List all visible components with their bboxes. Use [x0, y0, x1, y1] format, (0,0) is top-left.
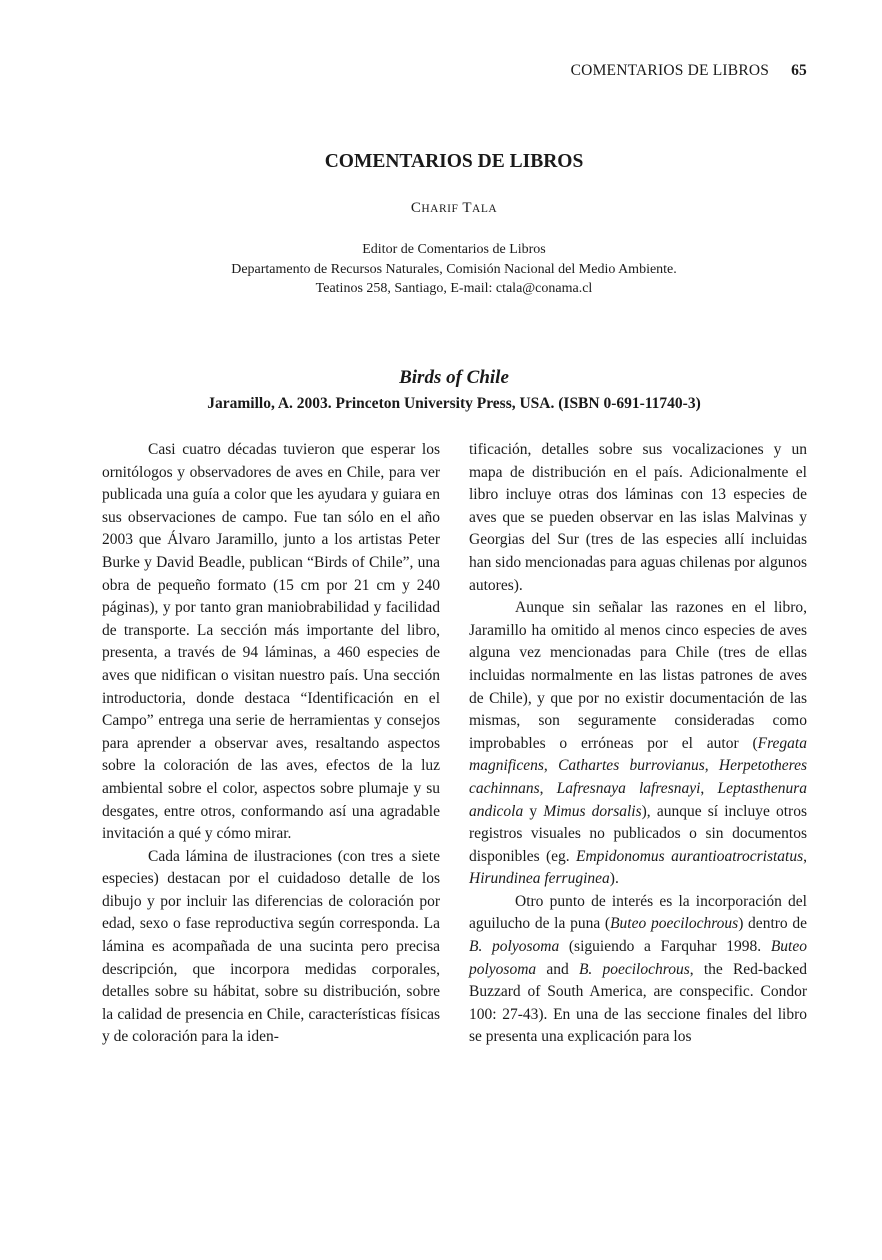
- author-initial-t: T: [462, 200, 473, 216]
- species-name: Fregata magnificens: [469, 734, 807, 775]
- book-reference: Jaramillo, A. 2003. Princeton University Press, USA. (ISBN 0-691-11740-3): [207, 395, 701, 412]
- species-name: Herpetotheres cachinnans: [469, 757, 808, 797]
- section-title: COMENTARIOS DE LIBROS: [324, 151, 584, 172]
- running-head-title: COMENTARIOS DE LIBROS: [570, 62, 770, 79]
- author-first-rest: HARIF: [421, 203, 459, 215]
- species-name: Cathartes burrovianus: [558, 757, 705, 775]
- affiliation-line: Editor de Comentarios de Libros: [362, 242, 546, 257]
- book-title: Birds of Chile: [399, 367, 509, 388]
- text-run: , the Red-backed Buzzard of South America, are conspecific. Condor 100: 27-43). En una de las seccione finales del libro se presenta una explicación para los: [469, 960, 807, 1046]
- text-run: ,: [704, 757, 719, 775]
- affiliation-line: Departamento de Recursos Naturales, Comisión Nacional del Medio Ambiente.: [231, 261, 677, 277]
- species-name: Empidonomus aurantioatrocristatus: [576, 847, 804, 865]
- species-name: Leptasthenura andicola: [469, 779, 808, 820]
- text-run: ,: [700, 779, 718, 797]
- page-number: 65: [791, 62, 807, 79]
- text-run: y: [523, 802, 544, 820]
- author-last-rest: ALA: [472, 203, 498, 215]
- species-name: B. poecilochrous: [578, 960, 690, 978]
- left-column: [102, 439, 440, 1049]
- author-name: [0, 200, 882, 217]
- paragraph: [469, 597, 807, 891]
- paragraph-continued: tificación, detalles sobre sus vocalizaciones y un mapa de distribución en el país. Adicionalmente el libro incluye otras dos láminas con 13 especies de aves que se pueden observar en las islas Malvinas y Georgias del Sur (tres de las especies allí incluidas han sido mencionadas para aguas chilenas por algunos autores).: [469, 441, 807, 594]
- paragraph: Casi cuatro décadas tuvieron que esperar los ornitólogos y observadores de aves en Chile, para ver publicada una guía a color que les ayudara y guiara en sus observaciones de campo. Fue tan sólo en el año 2003 que Álvaro Jaramillo, junto a los artistas Peter Burke y David Beadle, publican “Birds of Chile”, una obra de pequeño formato (15 cm por 21 cm y 240 páginas), y por tanto gran maniobrabilidad y facilidad de transporte. La sección más importante del libro, presenta, a través de 94 láminas, a 460 especies de aves que nidifican o visitan nuestro país. Una sección introductoria, donde destaca “Identificación en el Campo” entrega una serie de herramientas y consejos para aprender a observar aves, resaltando aspectos sobre la coloración de las aves, efectos de la luz ambiental sobre el color, aspectos sobre plumaje y su desgates, entre otros, conformando así una agradable invitación a qué y cómo mirar.: [102, 441, 440, 843]
- running-head: [571, 62, 807, 80]
- affiliation-line: Teatinos 258, Santiago, E-mail: ctala@conama.cl: [315, 281, 593, 296]
- text-run: ), aunque sí incluye otros registros visuales no publicados o sin documentos disponibles (eg.: [469, 802, 807, 865]
- text-run: Otro punto de interés es la incorporación del aguilucho de la puna (: [469, 892, 807, 933]
- right-column: [469, 439, 807, 1049]
- text-run: ,: [803, 847, 808, 865]
- species-name: Hirundinea ferruginea: [469, 870, 610, 888]
- text-run: ,: [543, 757, 559, 775]
- paragraph: Cada lámina de ilustraciones (con tres a siete especies) destacan por el cuidadoso detalle de los dibujo y por incluir las diferencias de coloración por edad, sexo o fase reproductiva según corresponda. La lámina es acompañada de una sucinta pero precisa descripción, que incorpora medidas corporales, detalles sobre su hábitat, sobre su distribución, sobre la calidad de presencia en Chile, características físicas y de coloración para la iden-: [102, 847, 440, 1046]
- affiliation: [0, 240, 882, 299]
- species-name: B. polyosoma: [469, 938, 560, 956]
- species-name: Lafresnaya lafresnayi: [556, 779, 701, 797]
- text-run: and: [536, 960, 579, 978]
- text-run: Aunque sin señalar las razones en el libro, Jaramillo ha omitido al menos cinco especies de aves alguna vez mencionadas para Chile (tres de ellas incluidas normalmente en las listas patrones de aves de Chile), y que por no existir documentación de las mismas, son seguramente consideradas como improbables o erróneas por el autor (: [469, 599, 807, 752]
- author-initial-c: C: [410, 200, 422, 216]
- text-run: ,: [539, 779, 557, 797]
- species-name: Mimus dorsalis: [543, 802, 642, 820]
- paragraph: [469, 891, 807, 1049]
- text-run: (siguiendo a Farquhar 1998.: [559, 938, 771, 956]
- species-name: Buteo poecilochrous: [610, 915, 739, 933]
- text-run: ) dentro de: [738, 915, 807, 933]
- species-name: Buteo polyosoma: [469, 938, 807, 978]
- text-run: ).: [609, 870, 619, 888]
